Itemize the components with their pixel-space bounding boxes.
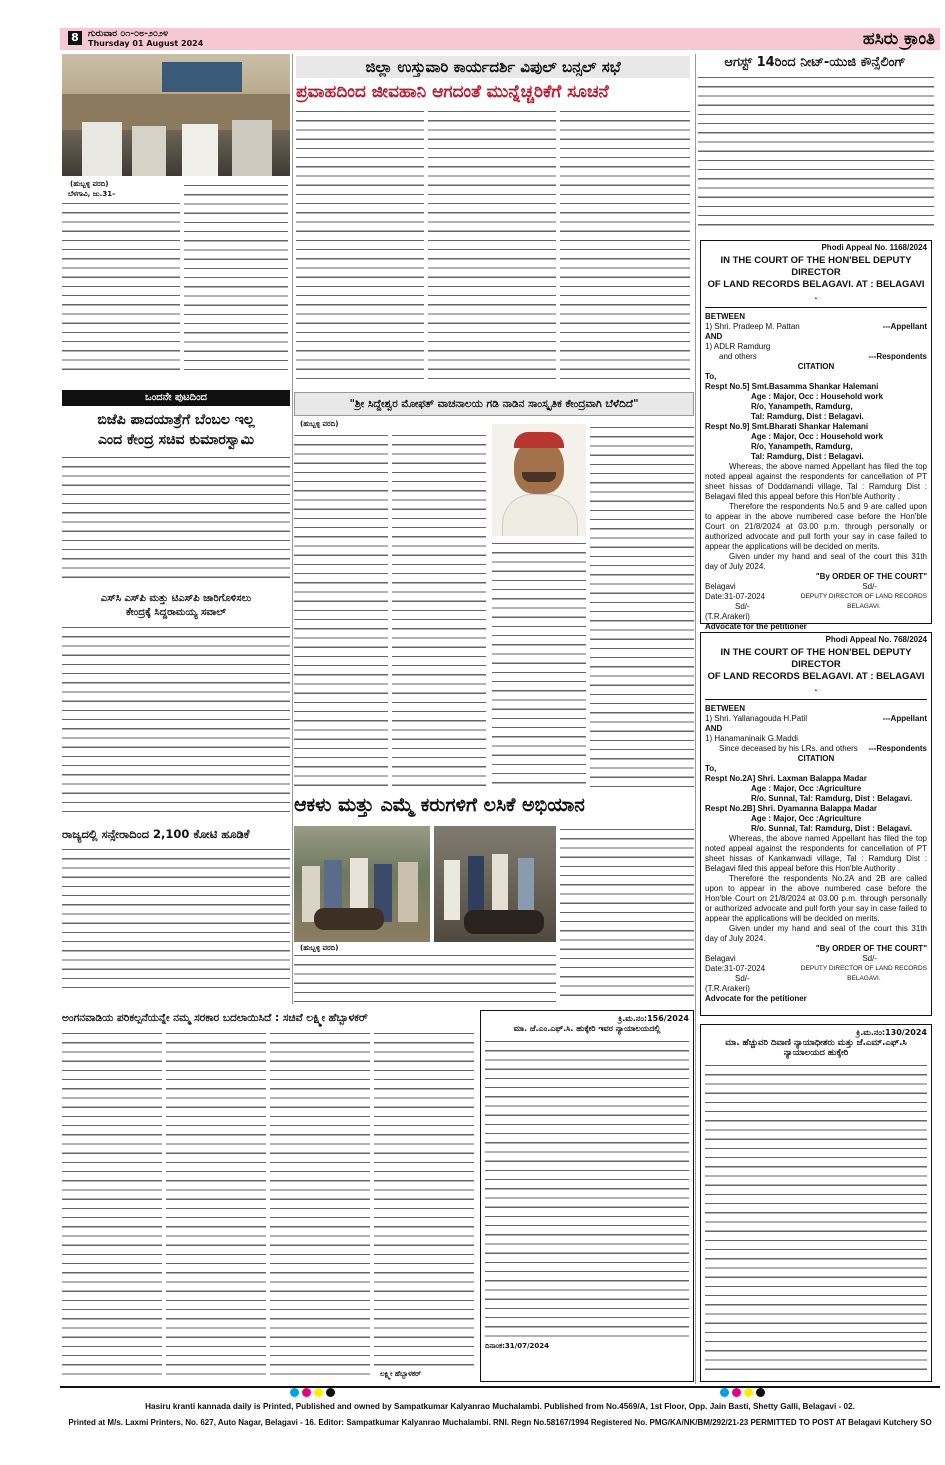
court-notice-156 [480,1010,694,1382]
appellant-name: 1) Shri. Yallanagouda H.Patil [705,714,807,723]
between-label: BETWEEN [705,312,745,321]
top-story-body-col4 [428,108,556,386]
anganwadi-headline: ಅಂಗನವಾಡಿಯ ಪರಿಕಲ್ಪನೆಯನ್ನೇ ನಮ್ಮ ಸರಕಾರ ಬದಲಾಯಿಸಿದೆ : ಸಚಿವೆ ಲಕ್ಷ್ಮೀ ಹೆಬ್ಬಾಳಕರ್ [62,1012,368,1024]
registration-marks-left [290,1388,335,1397]
date-kannada: ಗುರುವಾರ ೦೧-೦೮-೨೦೨೪ [88,29,168,39]
notice-date: Date:31-07-2024 [705,964,766,973]
library-headline: "ಶ್ರೀ ಸಿದ್ದೇಶ್ವರ ಮೋಫತ್ ವಾಚನಾಲಯ ಗಡಿ ನಾಡಿನ ಸಾಂಸ್ಕೃತಿಕ ಕೇಂದ್ರವಾಗಿ ಬೆಳೆದಿದೆ" [349,398,639,410]
investment-body [62,846,290,996]
neet-body [698,74,934,232]
top-story-kicker: ಜಿಲ್ಲಾ ಉಸ್ತುವಾರಿ ಕಾರ್ಯದರ್ಶಿ ವಿಪುಲ್ ಬನ್ಸಲ್ ಸಭೆ [296,56,690,78]
officer-title-l2: BELAGAVI. [847,603,881,610]
date-english: Thursday 01 August 2024 [88,39,204,48]
footer-line-1: Hasiru kranti kannada daily is Printed, Published and owned by Sampatkumar Kalyanrao Muchalambi. Published from No.4569/A, 1st Floor, Opp. Jain Basti, Shetty Galli, Belagavi - 02. [145,1402,855,1411]
library-dateline: (ಹುಬ್ಬಳ್ಳಿ ವರದಿ) [300,420,339,428]
meeting-photo [62,54,290,176]
court-notice-768 [700,632,932,1016]
court-title-l1: IN THE COURT OF THE HON'BEL DEPUTY DIRECTOR [720,255,912,278]
respondent-a-name: Respt No.2A] Shri. Laxman Balappa Madar [705,774,867,783]
vaccine-headline: ಆಕಳು ಮತ್ತು ಎಮ್ಮೆ ಕರುಗಳಿಗೆ ಲಸಿಕೆ ಅಭಿಯಾನ [294,794,585,816]
notice-order: "By ORDER OF THE COURT" [815,944,927,953]
notice-place: Belagavi [705,954,736,963]
notice-sd-advocate: Sd/- [735,974,750,983]
kumaraswamy-headline-l2: ಎಂದ ಕೇಂದ್ರ ಸಚಿವ ಕುಮಾರಸ್ವಾಮಿ [97,432,255,448]
notice-body-2: Therefore the respondents No.5 and 9 are called upon to appear in the above numbered case before the Hon'ble Court on 21/8/2024 at 03.00 p.m. through personally or authorized advocate and pull forth your say in case failed to appear the applications will be decided on merits. [705,502,927,551]
appeal-number: Phodi Appeal No. 1168/2024 [821,243,927,252]
court-title-l2: ನ್ಯಾಯಾಲಯದ ಹುಕ್ಕೇರಿ [783,1048,849,1058]
vaccine-photo-caption: (ಹುಬ್ಬಳ್ಳಿ ವರದಿ) [300,944,339,952]
advocate-name: (T.R.Arakeri) [705,984,750,993]
sidda-subhead-l2: ಕೇಂದ್ರಕ್ಕೆ ಸಿದ್ದರಾಮಯ್ಯ ಸವಾಲ್ [125,607,226,618]
column-divider [292,54,293,1004]
top-story-body-col1 [62,200,180,378]
library-body-col4 [590,424,694,788]
anganwadi-body-col4 [374,1030,474,1370]
respondent-b-name: Respt No.9] Smt.Bharati Shankar Halemani [705,422,869,431]
respondent-role: ---Respondents [868,352,927,361]
appeal-number: Phodi Appeal No. 768/2024 [825,635,927,644]
column-divider [695,54,696,1384]
continued-kicker: ಒಂದನೇ ಪುಟದಿಂದ [145,392,207,403]
neet-headline: ಆಗಸ್ಟ್ 14ರಿಂದ ನೀಟ್-ಯುಜಿ ಕೌನ್ಸೆಲಿಂಗ್ [724,55,906,70]
to-label: To, [705,372,717,381]
library-body-col2 [392,432,486,788]
advocate-role: Advocate for the petitioner [705,622,807,631]
court-title-l1: IN THE COURT OF THE HON'BEL DEPUTY DIRECTOR [720,647,912,670]
respondent-others: Since deceased by his LRs. and others [719,744,858,753]
citation-label: CITATION [797,754,835,763]
respondent-name: 1) ADLR Ramdurg [705,342,771,351]
anganwadi-body-col1 [62,1030,162,1382]
vaccine-body-col2 [560,826,694,1004]
respondent-a-line2: R/o. Sunnal, Tal: Ramdurg, Dist : Belagavi. [751,794,913,803]
notice-sd-advocate: Sd/- [735,602,750,611]
vaccine-body-col1 [294,952,556,1004]
notice-date: Date:31-07-2024 [705,592,766,601]
notice-order: "By ORDER OF THE COURT" [815,572,927,581]
top-story-photo-caption: (ಹುಬ್ಬಳ್ಳಿ ವರದಿ) [70,180,109,188]
court-title-l1: ಮಾ. ಹೆಚ್ಚುವರಿ ದಿವಾಣಿ ನ್ಯಾಯಾಧೀಶರು ಮತ್ತು ಜೆ.ಎಮ್.ಎಫ್.ಸಿ [725,1038,907,1048]
kumaraswamy-body [62,454,290,586]
notice-date: ದಿನಾಂಕ:31/07/2024 [485,1342,550,1350]
notice-sd-officer: Sd/- [862,954,877,963]
respondent-others: and others [719,352,757,361]
footer-line-2: Printed at M/s. Laxmi Printers, No. 627, Auto Nagar, Belagavi - 16. Editor: Sampatkumar Kalyanrao Muchalambi. RNI. Regn No.58167/1994 Registered No. PMG/KA/NK/BM/292/21-23 PERMITTED TO POST AT Belagavi Kutchery SO [68,1418,932,1427]
respondent-b-name: Respt No.2B] Shri. Dyamanna Balappa Madar [705,804,878,813]
officer-title-l1: DEPUTY DIRECTOR OF LAND RECORDS [800,965,927,972]
library-body-col3 [492,540,586,788]
respondent-b-line1: Age : Major, Occ :Agriculture [751,814,862,823]
court-title-l2: OF LAND RECORDS BELAGAVI. AT : BELAGAVI . [707,671,925,694]
vaccine-photo-2 [434,826,556,942]
respondent-a-line1: Age : Major, Occ :Agriculture [751,784,862,793]
citation-label: CITATION [797,362,835,371]
between-label: BETWEEN [705,704,745,713]
appellant-role: ---Appellant [882,714,927,723]
to-label: To, [705,764,717,773]
investment-headline: ರಾಜ್ಯದಲ್ಲಿ ಸನ್ಸೇರಾದಿಂದ 2,100 ಕೋಟಿ ಹೂಡಿಕೆ [62,827,250,841]
court-title: ಮಾ. ಜೆ.ಎಂ.ಎಫ್.ಸಿ. ಹುಕ್ಕೇರಿ ಇವರ ನ್ಯಾಯಾಲಯದಲ್ಲಿ [513,1024,661,1033]
notice-place: Belagavi [705,582,736,591]
advocate-name: (T.R.Arakeri) [705,612,750,621]
appellant-name: 1) Shri. Pradeep M. Pattan [705,322,800,331]
case-number: ಕ್ರಿ.ಮ.ನಂ:156/2024 [618,1014,689,1023]
respondent-name: 1) Hanamaninaik G.Maddi [705,734,798,743]
advocate-role: Advocate for the petitioner [705,994,807,1003]
anganwadi-body-col3 [270,1030,370,1382]
officer-title-l1: DEPUTY DIRECTOR OF LAND RECORDS [800,593,927,600]
anganwadi-signature: ಲಕ್ಷ್ಮೀ ಹೆಬ್ಬಾಳಕರ್ [380,1370,422,1378]
top-story-dateline: ಬೆಳಗಾವಿ, ಜು.31– [68,190,116,198]
top-story-body-col5 [560,108,690,386]
sidda-subhead-l1: ಎಸ್‌ಸಿ ಎಸ್‌ಪಿ ಮತ್ತು ಟಿಎಸ್‌ಪಿ ಜಾರಿಗೊಳಿಸಲು [100,593,252,604]
respondent-a-line3: Tal: Ramdurg, Dist : Belagavi. [751,412,864,421]
anganwadi-body-col2 [166,1030,266,1382]
court-notice-1168 [700,240,932,631]
notice-given: Given under my hand and seal of the court this 31th day of July 2024. [705,552,927,571]
registration-marks-right [720,1388,765,1397]
officer-title-l2: BELAGAVI. [847,975,881,982]
respondent-a-name: Respt No.5] Smt.Basamma Shankar Halemani [705,382,879,391]
court-notice-130 [700,1024,932,1382]
kumaraswamy-headline-l1: ಬಿಜೆಪಿ ಪಾದಯಾತ್ರೆಗೆ ಬೆಂಬಲ ಇಲ್ಲ [97,412,255,428]
page-number: 8 [68,31,82,45]
respondent-a-line1: Age : Major, Occ : Household work [751,392,884,401]
notice-body: Whereas, the above named Appellant has filed the top noted appeal against the respondents for cancellation of PT sheet hissas of Doddamandi village, Tal : Ramdurg Dist : Belagavi filed this appeal before this Hon'ble Authority . [705,462,927,501]
court-title-l2: OF LAND RECORDS BELAGAVI. AT : BELAGAVI . [707,279,925,302]
notice-given: Given under my hand and seal of the court this 31th day of July 2024. [705,924,927,943]
respondent-role: ---Respondents [868,744,927,753]
notice-sd-officer: Sd/- [862,582,877,591]
notice-body: Whereas, the above named Appellant has filed the top noted appeal against the respondents for cancellation of PT sheet hissas of Kankanwadi village, Tal : Ramdurg Dist : Belagavi filed this appeal before this Hon'ble Authority . [705,834,927,873]
case-number: ಕ್ರಿ.ಮ.ನಂ:130/2024 [856,1028,927,1037]
notice-body-2: Therefore the respondents No.2A and 2B are called upon to appear in the above numbered case before the Hon'ble Court on 21/8/2024 at 03.00 p.m. through personally or authorized advocate and pull forth your say in case failed to appear the applications will be decided on merits. [705,874,927,923]
top-story-body-col2 [184,182,288,378]
portrait-photo [492,424,586,536]
library-body-col1 [294,432,388,788]
and-label: AND [705,724,723,733]
footer-rule [60,1386,940,1388]
appellant-role: ---Appellant [882,322,927,331]
respondent-b-line3: Tal: Ramdurg, Dist : Belagavi. [751,452,864,461]
sidda-body [62,624,290,820]
respondent-b-line2: R/o. Sunnal, Tal: Ramdurg, Dist : Belagavi. [751,824,913,833]
respondent-b-line2: R/o, Yanampeth, Ramdurg, [751,442,853,451]
vaccine-photo [294,826,430,942]
respondent-b-line1: Age : Major, Occ : Household work [751,432,884,441]
top-story-headline: ಪ್ರವಾಹದಿಂದ ಜೀವಹಾನಿ ಆಗದಂತೆ ಮುನ್ನೆಚ್ಚರಿಕೆಗೆ ಸೂಚನೆ [296,82,609,102]
top-story-body-col3 [296,108,424,386]
respondent-a-line2: R/o, Yanampeth, Ramdurg, [751,402,853,411]
masthead: ಹಸಿರು ಕ್ರಾಂತಿ [862,29,935,49]
and-label: AND [705,332,723,341]
